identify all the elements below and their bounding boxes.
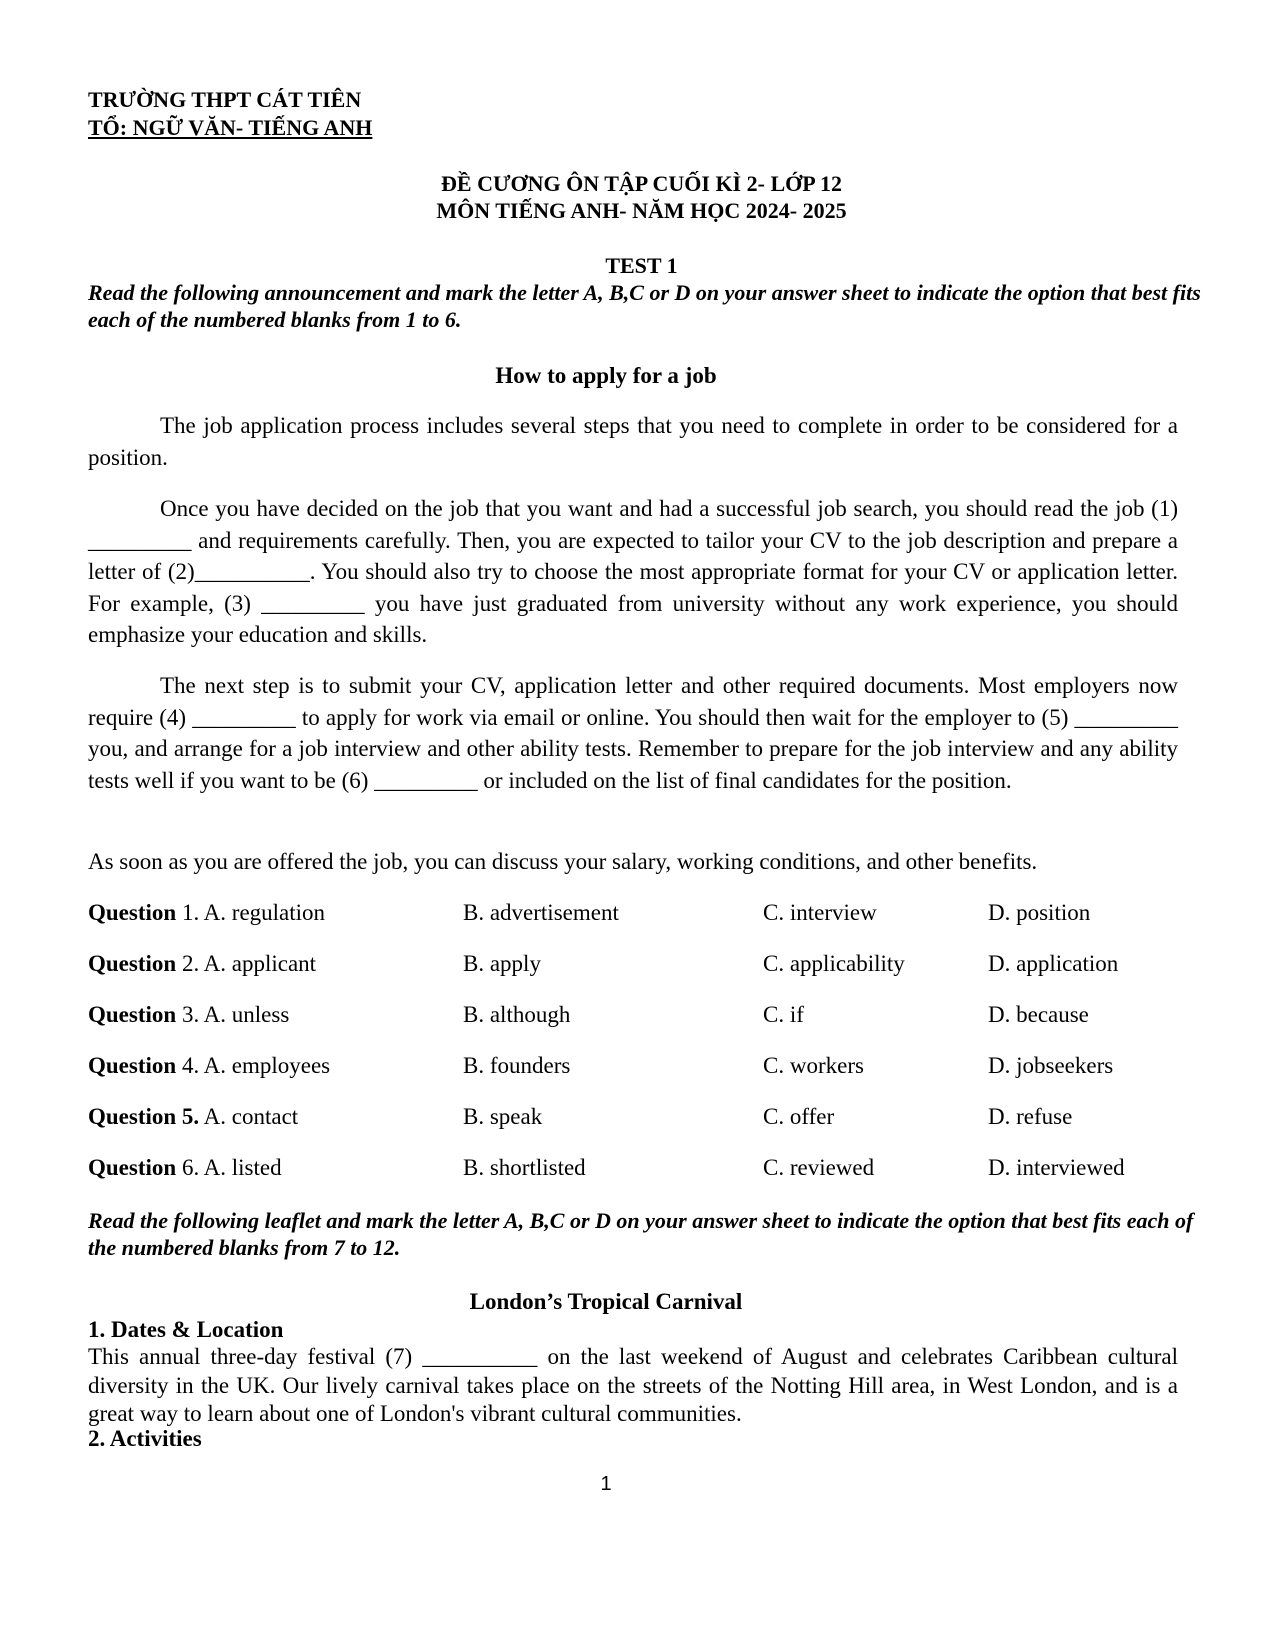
option-a: 1. A. regulation — [176, 900, 326, 925]
question-row — [0, 898, 1275, 928]
option-c: C. interview — [763, 900, 877, 925]
section1-paragraph-4: As soon as you are offered the job, you can discuss your salary, working conditions, and other benefits. — [88, 849, 1038, 874]
question-label: Question — [88, 1053, 177, 1078]
question-row — [0, 1102, 1275, 1132]
section2-heading: London’s Tropical Carnival — [469, 1289, 743, 1314]
school-name: TRƯỜNG THPT CÁT TIÊN — [88, 87, 362, 112]
test-label: TEST 1 — [605, 253, 678, 278]
option-d: D. application — [988, 951, 1119, 976]
option-c: C. offer — [763, 1104, 835, 1129]
question-row — [0, 1000, 1275, 1030]
option-a: 2. A. applicant — [176, 951, 317, 976]
option-b: B. founders — [463, 1053, 571, 1078]
section1-instruction: Read the following announcement and mark the letter A, B,C or D on your answer sheet to indicate the option that best fits each of the numbered blanks from 1 to 6. — [88, 280, 1201, 332]
option-c: C. applicability — [763, 951, 905, 976]
page-number: 1 — [600, 1473, 612, 1495]
option-d: D. position — [988, 900, 1091, 925]
option-c: C. workers — [763, 1053, 864, 1078]
document-title-line1: ĐỀ CƯƠNG ÔN TẬP CUỐI KÌ 2- LỚP 12 — [441, 171, 842, 196]
option-b: B. apply — [463, 951, 541, 976]
question-row — [0, 1153, 1275, 1183]
option-b: B. advertisement — [463, 900, 619, 925]
option-c: C. if — [763, 1002, 804, 1027]
document-title-line2: MÔN TIẾNG ANH- NĂM HỌC 2024- 2025 — [436, 198, 847, 223]
question-row — [0, 1051, 1275, 1081]
question-label: Question — [88, 951, 177, 976]
option-d: D. because — [988, 1002, 1089, 1027]
department-name: TỔ: NGỮ VĂN- TIẾNG ANH — [88, 115, 373, 140]
leaflet-subheading-1: 1. Dates & Location — [88, 1317, 284, 1342]
section1-paragraph-2: Once you have decided on the job that you want and had a successful job search, you should read the job (1) _________ and requirements carefully. Then, you are expected to tailor your CV to the job description and prepare a letter of (2)__________. You should also try to choose the most appropriate format for your CV or application letter. For example, (3) _________ you have just graduated from university without any work experience, you should emphasize your education and skills. — [88, 496, 1178, 647]
leaflet-subheading-2: 2. Activities — [88, 1426, 202, 1451]
section1-heading: How to apply for a job — [495, 363, 717, 388]
section1-paragraph-1: The job application process includes several steps that you need to complete in order to be considered for a position. — [88, 413, 1178, 470]
option-a: 4. A. employees — [176, 1053, 331, 1078]
option-a: 3. A. unless — [176, 1002, 290, 1027]
option-d: D. refuse — [988, 1104, 1073, 1129]
option-d: D. jobseekers — [988, 1053, 1114, 1078]
option-a: 6. A. listed — [176, 1155, 282, 1180]
question-row — [0, 949, 1275, 979]
option-a: A. contact — [199, 1104, 299, 1129]
question-label: Question 5. — [88, 1104, 200, 1129]
option-b: B. speak — [463, 1104, 543, 1129]
option-b: B. although — [463, 1002, 571, 1027]
section1-paragraph-3: The next step is to submit your CV, application letter and other required documents. Most employers now require (4) _________ to apply for work via email or online. You should then wait for the employer to (5) _________ you, and arrange for a job interview and other ability tests. Remember to prepare for the job interview and any ability tests well if you want to be (6) _________ or included on the list of final candidates for the position. — [88, 673, 1178, 793]
question-label: Question — [88, 900, 177, 925]
question-label: Question — [88, 1002, 177, 1027]
option-d: D. interviewed — [988, 1155, 1125, 1180]
leaflet-paragraph-1: This annual three-day festival (7) __________ on the last weekend of August and celebrates Caribbean cultural diversity in the UK. Our lively carnival takes place on the streets of the Notting Hill area, in West London, and is a great way to learn about one of London's vibrant cultural communities. — [88, 1344, 1178, 1426]
question-label: Question — [88, 1155, 177, 1180]
option-b: B. shortlisted — [463, 1155, 586, 1180]
option-c: C. reviewed — [763, 1155, 875, 1180]
section2-instruction: Read the following leaflet and mark the letter A, B,C or D on your answer sheet to indicate the option that best fits each of the numbered blanks from 7 to 12. — [88, 1208, 1194, 1260]
